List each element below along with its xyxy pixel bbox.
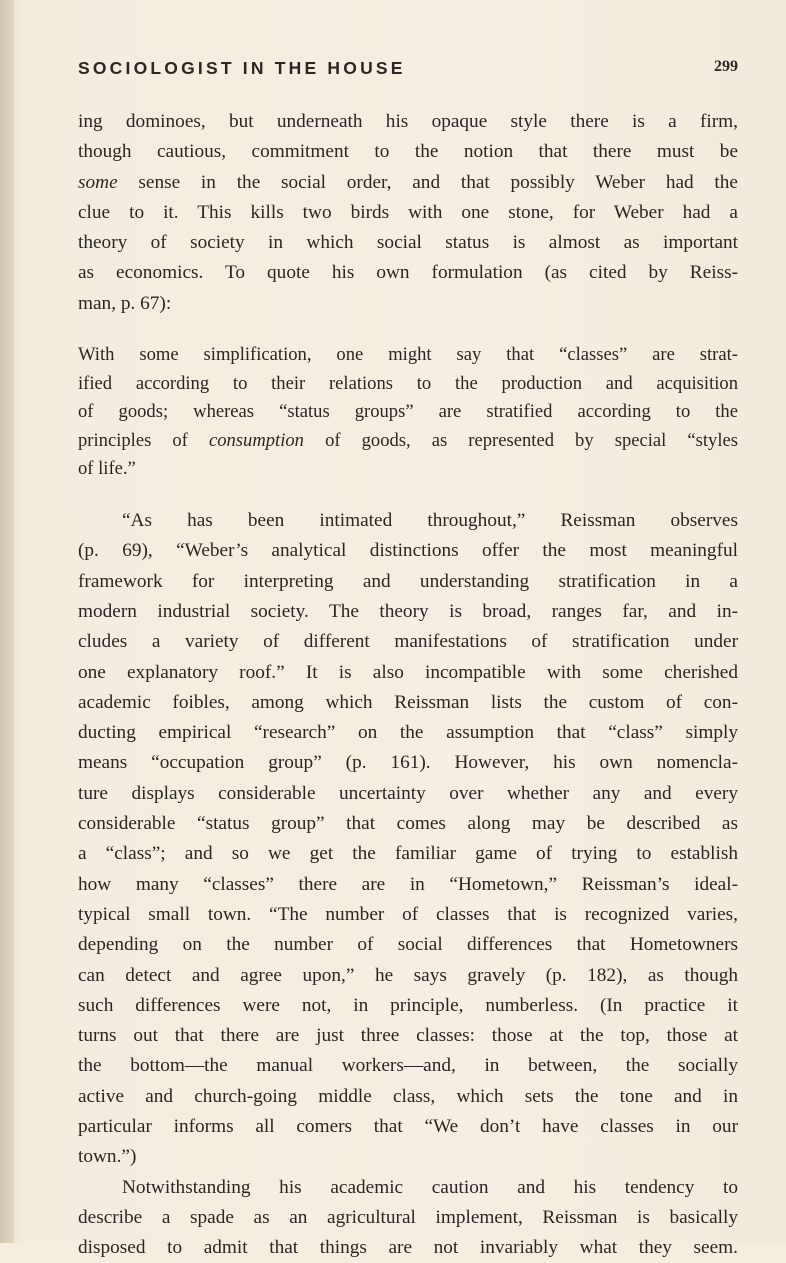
text-line: clue to it. This kills two birds with one stone, for Weber had a xyxy=(78,201,738,223)
italic-word: consumption xyxy=(208,429,304,451)
text-line: Notwithstanding his academic caution and his tendency to xyxy=(122,1176,738,1198)
text-line: active and church-going middle class, which sets the tone and in xyxy=(78,1085,738,1107)
quote-line: ified according to their relations to the production and acquisition xyxy=(78,372,738,394)
text-line: the bottom—the manual workers—and, in between, the socially xyxy=(78,1055,738,1077)
text-line: ducting empirical “research” on the assumption that “class” simply xyxy=(78,722,738,744)
text-line: cludes a variety of different manifestations of stratification under xyxy=(78,631,738,653)
paragraph xyxy=(78,1173,738,1263)
text-line: ing dominoes, but underneath his opaque style there is a firm, xyxy=(78,111,738,132)
text-line: typical small town. “The number of classes that is recognized varies, xyxy=(78,903,738,925)
text-line: one explanatory roof.” It is also incompatible with some cherished xyxy=(78,661,738,683)
page-number: 299 xyxy=(714,58,738,75)
text-line: can detect and agree upon,” he says gravely (p. 182), as though xyxy=(78,964,738,986)
text-fragment: sense in the social order, and that possibly Weber had the xyxy=(138,171,738,193)
text-line: considerable “status group” that comes along may be described as xyxy=(78,813,738,835)
text-line: “As has been intimated throughout,” Reissman observes xyxy=(122,510,738,532)
text-line: though cautious, commitment to the notion that there must be xyxy=(78,141,738,163)
text-line: town.”) xyxy=(78,1146,137,1168)
text-line: theory of society in which social status is almost as important xyxy=(78,232,738,254)
text-line: such differences were not, in principle, numberless. (In practice it xyxy=(78,994,738,1016)
text-line xyxy=(78,168,738,198)
text-line: framework for interpreting and understanding stratification in a xyxy=(78,570,738,592)
text-line: turns out that there are just three classes: those at the top, those at xyxy=(78,1025,738,1047)
quote-line: With some simplification, one might say that “classes” are strat- xyxy=(78,344,738,366)
text-line: as economics. To quote his own formulation (as cited by Reiss- xyxy=(78,262,738,284)
text-line: how many “classes” there are in “Hometown,” Reissman’s ideal- xyxy=(78,873,738,895)
running-header xyxy=(78,58,738,82)
quote-line: of goods; whereas “status groups” are stratified according to the xyxy=(78,401,738,423)
text-line: means “occupation group” (p. 161). However, his own nomencla- xyxy=(78,752,738,774)
text-line: particular informs all comers that “We don’t have classes in our xyxy=(78,1115,738,1137)
block-quote xyxy=(78,341,738,484)
paragraph xyxy=(78,107,738,319)
running-title: SOCIOLOGIST IN THE HOUSE xyxy=(78,58,406,78)
quote-line xyxy=(78,427,738,456)
quote-line: of life.” xyxy=(78,458,136,480)
text-line: describe a spade as an agricultural implement, Reissman is basically xyxy=(78,1206,738,1228)
text-line: depending on the number of social differences that Hometowners xyxy=(78,934,738,956)
text-line: modern industrial society. The theory is broad, ranges far, and in- xyxy=(78,600,738,622)
body-text xyxy=(78,107,738,1263)
text-line: (p. 69), “Weber’s analytical distinctions offer the most meaningful xyxy=(78,540,738,562)
text-line: academic foibles, among which Reissman lists the custom of con- xyxy=(78,691,738,713)
page-gutter-shadow xyxy=(0,0,14,1243)
text-line: disposed to admit that things are not invariably what they seem. xyxy=(78,1237,738,1259)
text-fragment: of goods, as represented by special “styles xyxy=(325,429,738,451)
text-fragment: principles of xyxy=(78,429,188,451)
italic-word: some xyxy=(78,171,118,193)
text-line: a “class”; and so we get the familiar game of trying to establish xyxy=(78,843,738,865)
text-line: ture displays considerable uncertainty over whether any and every xyxy=(78,782,738,804)
text-line: man, p. 67): xyxy=(78,292,172,314)
paragraph xyxy=(78,506,738,1173)
